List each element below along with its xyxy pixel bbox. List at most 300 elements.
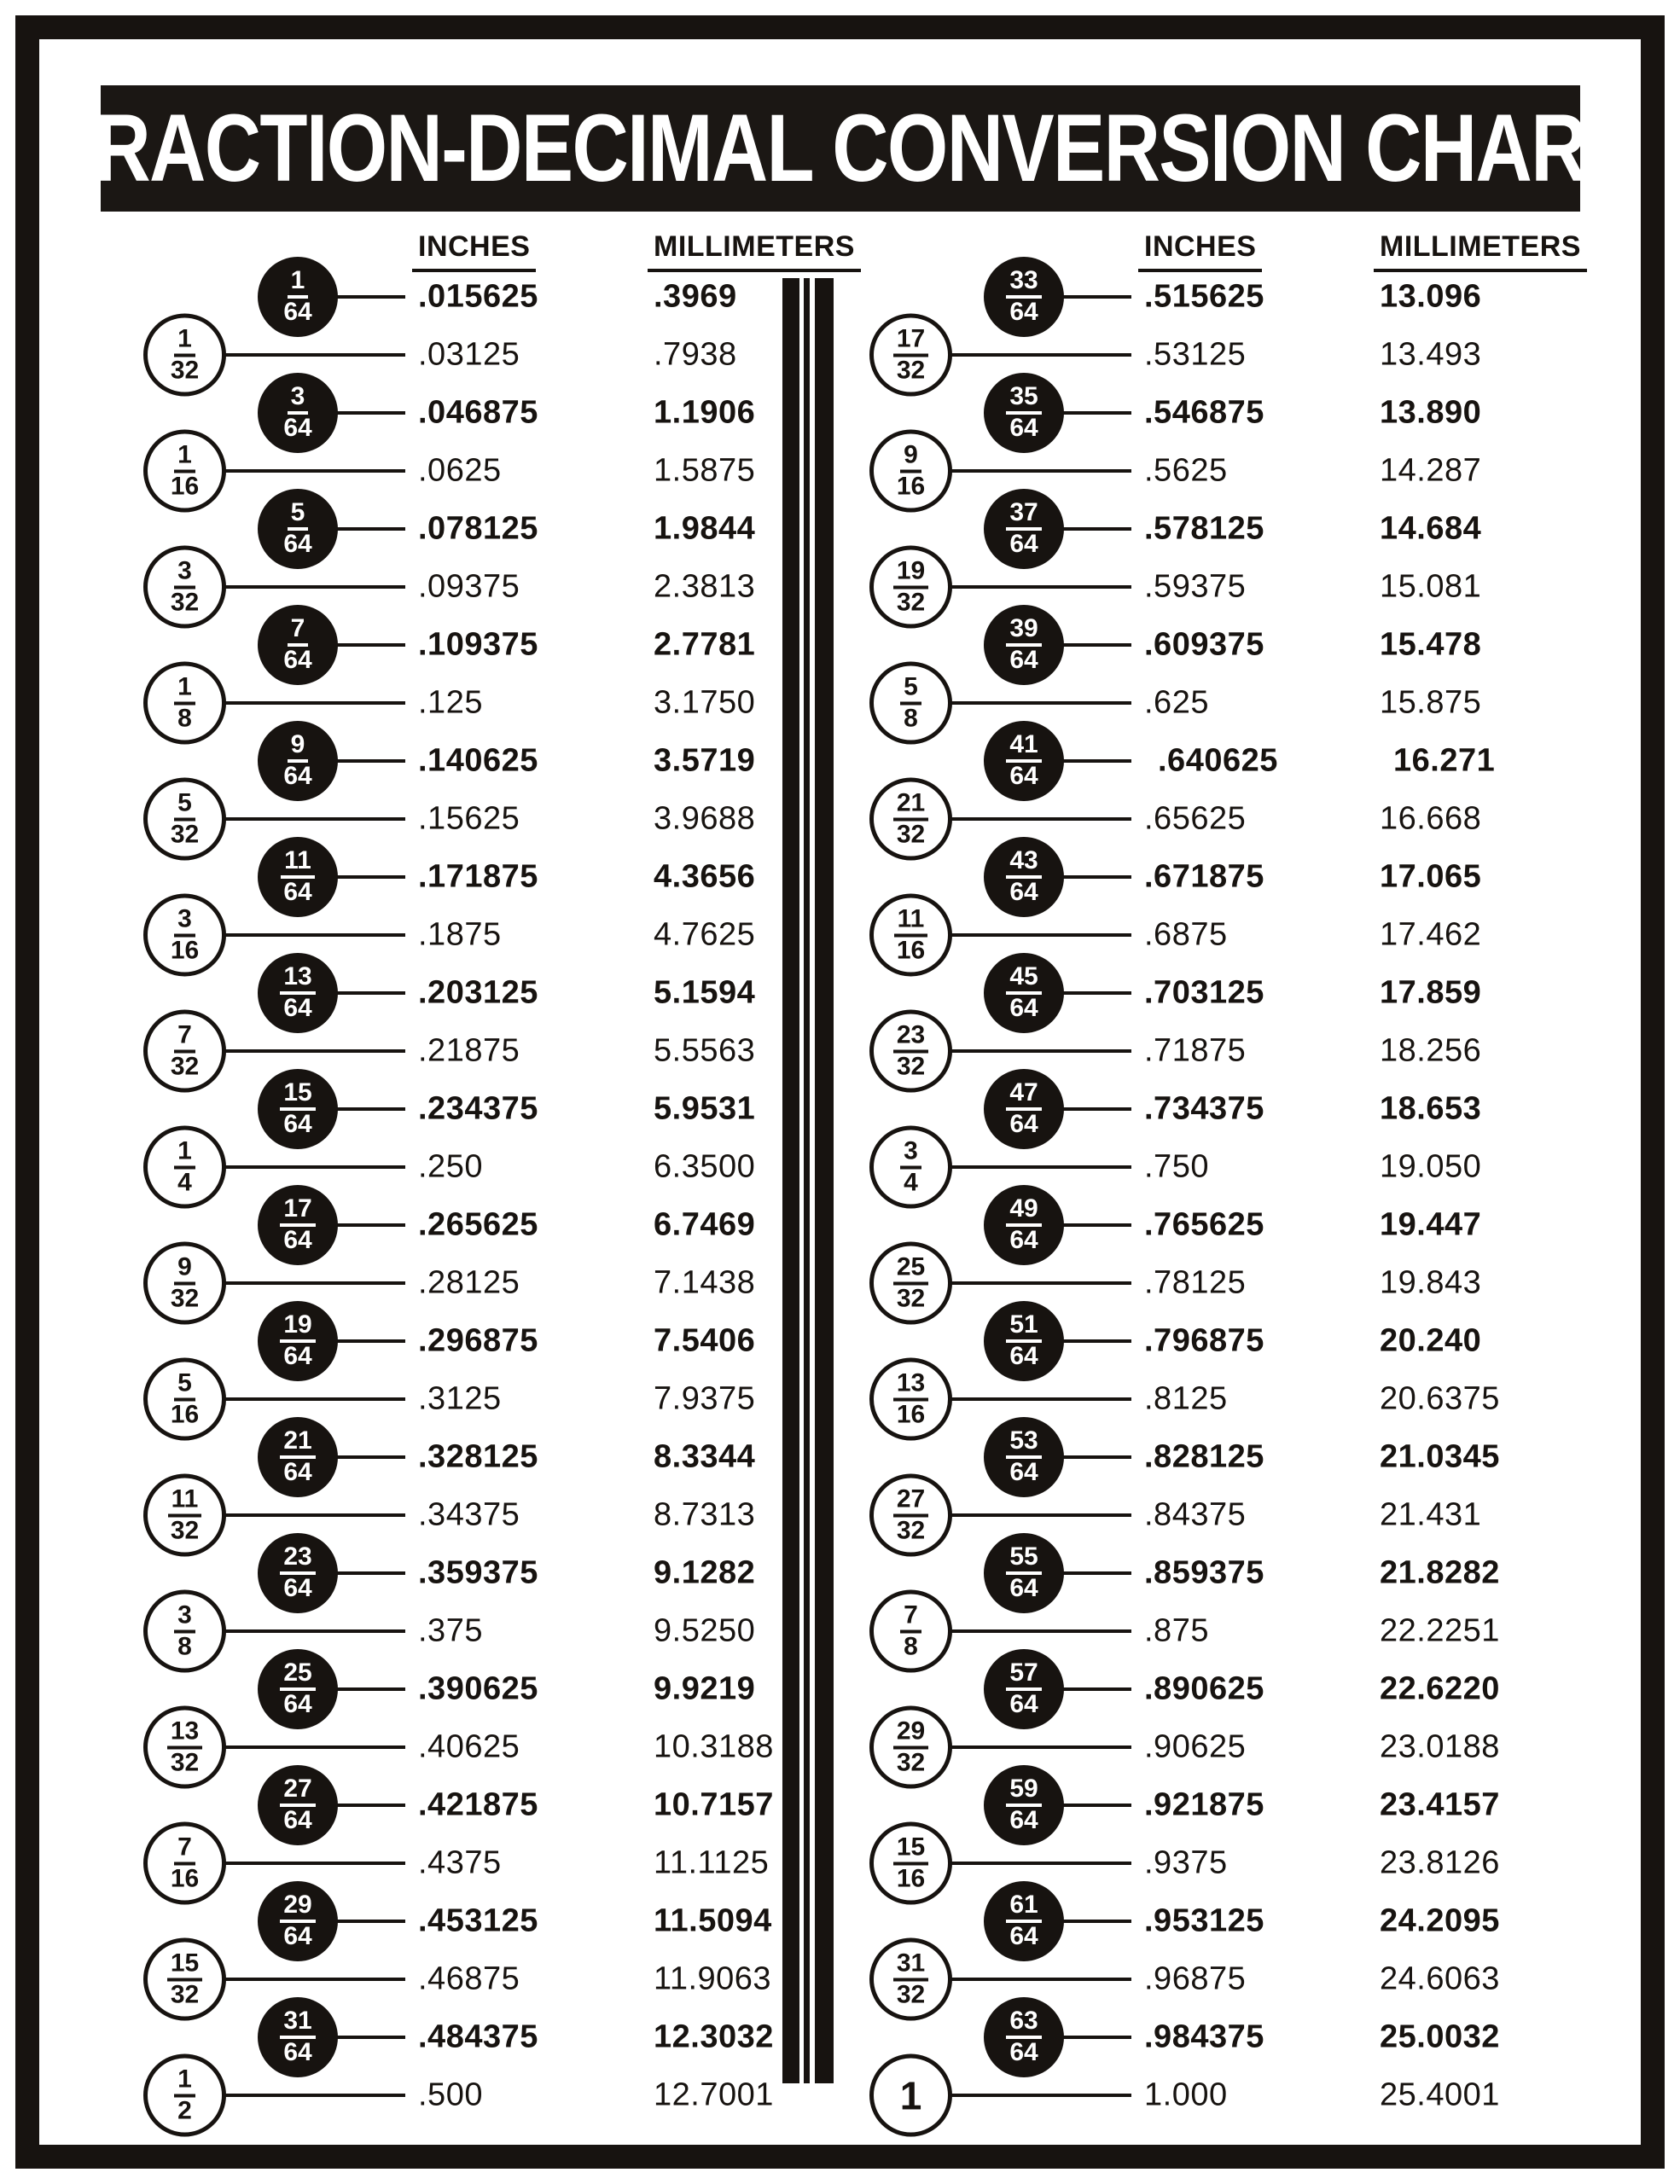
fraction-value [1006, 1892, 1041, 1949]
fraction-badge [984, 1997, 1064, 2077]
fraction-numerator: 7 [174, 1022, 195, 1053]
fraction-numerator: 13 [167, 1718, 202, 1749]
fraction-denominator: 32 [170, 820, 200, 848]
mm-value: 24.2095 [1380, 1902, 1500, 1939]
mm-value: 1.1906 [654, 394, 756, 431]
conversion-row [726, 1660, 1631, 1718]
inches-value: .5625 [1144, 452, 1228, 489]
fraction-denominator: 64 [1009, 1806, 1038, 1834]
mm-value: 6.3500 [654, 1148, 756, 1185]
fraction-denominator: 64 [283, 1226, 312, 1254]
fraction-badge [143, 894, 226, 977]
fraction-value [1006, 1312, 1041, 1369]
fraction-numerator: 17 [280, 1196, 315, 1227]
fraction-value [167, 1950, 202, 2007]
inches-value: .703125 [1144, 974, 1264, 1011]
inches-value: .296875 [418, 1322, 538, 1359]
mm-value: 20.240 [1380, 1322, 1482, 1359]
mm-value: 14.287 [1380, 452, 1482, 489]
header-inches: INCHES [412, 230, 536, 272]
fraction-denominator: 64 [1009, 878, 1038, 906]
fraction-badge [143, 1938, 226, 2021]
mm-value: 22.2251 [1380, 1612, 1500, 1649]
whole-number-value: 1 [899, 2073, 922, 2117]
fraction-badge [258, 1301, 338, 1381]
fraction-badge [258, 837, 338, 917]
mm-value: 7.9375 [654, 1380, 756, 1417]
fraction-denominator: 32 [896, 1980, 926, 2008]
fraction-numerator: 45 [1006, 964, 1041, 995]
fraction-value [171, 790, 199, 847]
fraction-badge [869, 1938, 952, 2021]
mm-value: 15.478 [1380, 626, 1482, 663]
inches-value: .890625 [1144, 1670, 1264, 1707]
fraction-numerator: 19 [893, 558, 928, 589]
conversion-row [726, 1312, 1631, 1370]
conversion-row [726, 732, 1631, 790]
fraction-badge [984, 1185, 1064, 1265]
fraction-badge [143, 1242, 226, 1325]
inches-value: .203125 [418, 974, 538, 1011]
inches-value: .140625 [418, 742, 538, 779]
conversion-row [726, 1138, 1631, 1196]
mm-value: 21.0345 [1380, 1438, 1500, 1475]
conversion-row [726, 906, 1631, 964]
fraction-value [893, 1370, 928, 1427]
fraction-numerator: 3 [174, 906, 195, 937]
mm-value: 13.890 [1380, 394, 1482, 431]
fraction-value [893, 1022, 928, 1079]
fraction-badge [984, 1069, 1064, 1149]
fraction-badge [869, 1010, 952, 1093]
fraction-value [893, 1950, 928, 2007]
mm-value: 10.7157 [654, 1786, 774, 1823]
conversion-row [726, 1950, 1631, 2008]
fraction-badge [869, 430, 952, 513]
fraction-denominator: 64 [1009, 1342, 1038, 1370]
inches-value: .328125 [418, 1438, 538, 1475]
fraction-badge [258, 373, 338, 453]
fraction-badge [984, 1301, 1064, 1381]
header-millimeters: MILLIMETERS [648, 230, 861, 272]
conversion-row [726, 1370, 1631, 1428]
fraction-numerator: 55 [1006, 1544, 1041, 1575]
fraction-value [1006, 732, 1041, 789]
fraction-badge [143, 1010, 226, 1093]
fraction-badge [258, 257, 338, 337]
fraction-value [280, 1544, 315, 1601]
fraction-numerator: 29 [893, 1718, 928, 1749]
fraction-denominator: 64 [283, 994, 312, 1022]
mm-value: 14.684 [1380, 510, 1482, 547]
inches-value: 1.000 [1144, 2077, 1228, 2113]
inches-value: .234375 [418, 1090, 538, 1127]
fraction-denominator: 32 [896, 588, 926, 616]
fraction-denominator: 32 [170, 588, 200, 616]
conversion-row [726, 268, 1631, 326]
inches-value: .171875 [418, 858, 538, 895]
inches-value: .390625 [418, 1670, 538, 1707]
fraction-denominator: 2 [177, 2096, 192, 2124]
fraction-badge [143, 1126, 226, 1209]
fraction-numerator: 47 [1006, 1080, 1041, 1111]
fraction-numerator: 29 [280, 1892, 315, 1923]
fraction-denominator: 64 [283, 1458, 312, 1486]
mm-value: 12.7001 [654, 2077, 774, 2113]
fraction-value [280, 964, 315, 1021]
conversion-row [726, 1196, 1631, 1254]
inches-value: .78125 [1144, 1264, 1247, 1301]
fraction-value [174, 674, 195, 731]
fraction-numerator: 21 [893, 790, 928, 821]
fraction-badge [984, 257, 1064, 337]
fraction-badge [258, 1533, 338, 1613]
fraction-badge [984, 721, 1064, 801]
fraction-numerator: 3 [174, 1602, 195, 1633]
fraction-numerator: 5 [174, 1370, 195, 1401]
conversion-row [726, 442, 1631, 500]
fraction-denominator: 64 [283, 762, 312, 790]
inches-value: .71875 [1144, 1032, 1247, 1069]
fraction-value [1006, 848, 1041, 905]
conversion-row [726, 500, 1631, 558]
conversion-row [726, 1254, 1631, 1312]
conversion-row [726, 616, 1631, 674]
fraction-value [280, 1660, 315, 1717]
fraction-badge [258, 1185, 338, 1265]
fraction-denominator: 16 [170, 936, 200, 964]
fraction-numerator: 15 [280, 1080, 315, 1111]
conversion-row [726, 964, 1631, 1022]
fraction-numerator: 23 [893, 1022, 928, 1053]
mm-value: 17.462 [1380, 916, 1482, 953]
fraction-value [171, 326, 199, 383]
mm-value: 11.5094 [654, 1902, 772, 1939]
fraction-denominator: 32 [896, 1284, 926, 1312]
mm-value: 6.7469 [654, 1206, 756, 1243]
mm-value: 4.3656 [654, 858, 756, 895]
fraction-numerator: 39 [1006, 616, 1041, 647]
mm-value: 9.1282 [654, 1554, 756, 1591]
header-millimeters: MILLIMETERS [1374, 230, 1587, 272]
fraction-denominator: 32 [896, 1516, 926, 1544]
fraction-denominator: 64 [283, 878, 312, 906]
fraction-numerator: 13 [280, 964, 315, 995]
mm-value: .7938 [654, 336, 737, 373]
fraction-value [171, 1022, 199, 1079]
inches-value: .015625 [418, 278, 538, 315]
fraction-badge [869, 1706, 952, 1789]
fraction-value [283, 732, 311, 789]
inches-value: .750 [1144, 1148, 1209, 1185]
fraction-denominator: 64 [283, 1342, 312, 1370]
mm-value: 4.7625 [654, 916, 756, 953]
fraction-denominator: 64 [283, 1690, 312, 1718]
fraction-badge [869, 2054, 952, 2137]
fraction-badge [984, 1533, 1064, 1613]
inches-value: .265625 [418, 1206, 538, 1243]
fraction-badge [869, 1242, 952, 1325]
inches-value: .21875 [418, 1032, 520, 1069]
fraction-denominator: 16 [170, 472, 200, 500]
mm-value: 5.5563 [654, 1032, 756, 1069]
conversion-row [726, 326, 1631, 384]
fraction-value [893, 1834, 928, 1891]
fraction-value [174, 2066, 195, 2123]
fraction-numerator: 5 [174, 790, 195, 821]
fraction-value [171, 1254, 199, 1311]
fraction-value [893, 326, 928, 383]
mm-value: 3.1750 [654, 684, 756, 721]
inches-value: .46875 [418, 1960, 520, 1997]
fraction-value [168, 1486, 202, 1543]
fraction-badge [984, 373, 1064, 453]
inches-value: .96875 [1144, 1960, 1247, 1997]
fraction-numerator: 57 [1006, 1660, 1041, 1691]
fraction-denominator: 32 [170, 1052, 200, 1080]
fraction-denominator: 32 [170, 1980, 200, 2008]
fraction-denominator: 64 [283, 1574, 312, 1602]
fraction-denominator: 32 [170, 1516, 200, 1544]
fraction-value [280, 2008, 315, 2065]
fraction-denominator: 64 [1009, 646, 1038, 674]
inches-value: .359375 [418, 1554, 538, 1591]
mm-value: 8.3344 [654, 1438, 756, 1475]
inches-value: .34375 [418, 1496, 520, 1533]
fraction-denominator: 8 [177, 704, 192, 732]
fraction-denominator: 16 [170, 1400, 200, 1428]
mm-value: 17.859 [1380, 974, 1482, 1011]
mm-value: 15.875 [1380, 684, 1482, 721]
fraction-numerator: 7 [174, 1834, 195, 1865]
fraction-denominator: 32 [170, 356, 200, 384]
fraction-badge [258, 489, 338, 569]
conversion-row [726, 1022, 1631, 1080]
fraction-value [174, 1602, 195, 1659]
inches-value: .828125 [1144, 1438, 1264, 1475]
fraction-badge [869, 1590, 952, 1673]
mm-value: 18.653 [1380, 1090, 1482, 1127]
fraction-numerator: 11 [281, 848, 315, 879]
conversion-row [726, 384, 1631, 442]
fraction-badge [869, 314, 952, 397]
conversion-row [726, 1602, 1631, 1660]
conversion-row [726, 558, 1631, 616]
fraction-badge [869, 1358, 952, 1441]
conversion-row [726, 1544, 1631, 1602]
fraction-value [280, 1312, 315, 1369]
inches-value: .625 [1144, 684, 1209, 721]
fraction-denominator: 16 [896, 936, 926, 964]
conversion-row [726, 2066, 1631, 2124]
fraction-value [171, 1370, 199, 1427]
inches-value: .90625 [1144, 1728, 1247, 1765]
mm-value: 9.9219 [654, 1670, 756, 1707]
fraction-denominator: 8 [177, 1632, 192, 1660]
fraction-denominator: 16 [896, 1400, 926, 1428]
fraction-badge [984, 953, 1064, 1033]
fraction-value [893, 1486, 928, 1543]
fraction-denominator: 64 [1009, 1226, 1038, 1254]
fraction-badge [984, 605, 1064, 685]
inches-value: .859375 [1144, 1554, 1264, 1591]
fraction-numerator: 63 [1006, 2008, 1041, 2039]
fraction-badge [258, 953, 338, 1033]
fraction-value [283, 268, 311, 325]
inches-value: .6875 [1144, 916, 1228, 953]
fraction-badge [869, 546, 952, 629]
fraction-numerator: 49 [1006, 1196, 1041, 1227]
mm-value: 21.431 [1380, 1496, 1482, 1533]
fraction-badge [258, 1417, 338, 1497]
fraction-badge [143, 662, 226, 745]
fraction-denominator: 64 [283, 646, 312, 674]
conversion-row [726, 2008, 1631, 2066]
inches-value: .078125 [418, 510, 538, 547]
inches-value: .0625 [418, 452, 502, 489]
inches-value: .765625 [1144, 1206, 1264, 1243]
inches-value: .609375 [1144, 626, 1264, 663]
header-inches: INCHES [1138, 230, 1262, 272]
fraction-denominator: 32 [896, 1052, 926, 1080]
inches-value: .250 [418, 1148, 483, 1185]
fraction-value [283, 500, 311, 557]
fraction-numerator: 43 [1006, 848, 1041, 879]
fraction-denominator: 64 [1009, 2038, 1038, 2066]
conversion-row [726, 1080, 1631, 1138]
fraction-value [283, 384, 311, 441]
fraction-badge [869, 662, 952, 745]
mm-value: 1.9844 [654, 510, 756, 547]
fraction-value [1006, 500, 1041, 557]
conversion-row [726, 848, 1631, 906]
fraction-value [1006, 964, 1041, 1021]
mm-value: 19.447 [1380, 1206, 1482, 1243]
conversion-row [726, 790, 1631, 848]
inches-value: .09375 [418, 568, 520, 605]
mm-value: 25.4001 [1380, 2077, 1500, 2113]
fraction-badge [258, 1649, 338, 1729]
fraction-value [171, 558, 199, 615]
inches-value: .84375 [1144, 1496, 1247, 1533]
fraction-numerator: 9 [900, 442, 921, 473]
mm-value: 10.3188 [654, 1728, 774, 1765]
mm-value: 11.9063 [654, 1960, 772, 1997]
fraction-badge [258, 605, 338, 685]
inches-value: .28125 [418, 1264, 520, 1301]
inches-value: .125 [418, 684, 483, 721]
inches-value: .640625 [1158, 742, 1278, 779]
fraction-numerator: 61 [1006, 1892, 1041, 1923]
column-right-headers [726, 230, 1631, 273]
fraction-denominator: 8 [904, 704, 918, 732]
fraction-badge [143, 1706, 226, 1789]
inches-value: .53125 [1144, 336, 1247, 373]
fraction-denominator: 64 [1009, 414, 1038, 442]
inches-value: .59375 [1144, 568, 1247, 605]
fraction-badge [143, 1474, 226, 1557]
fraction-numerator: 15 [167, 1950, 202, 1981]
fraction-badge [869, 778, 952, 861]
inches-value: .500 [418, 2077, 483, 2113]
fraction-badge [984, 489, 1064, 569]
fraction-value [171, 442, 199, 499]
fraction-numerator: 27 [280, 1776, 315, 1807]
fraction-numerator: 5 [900, 674, 921, 705]
inches-value: .515625 [1144, 278, 1264, 315]
fraction-badge [143, 546, 226, 629]
fraction-value [893, 558, 928, 615]
fraction-value [1006, 616, 1041, 673]
fraction-denominator: 64 [1009, 1922, 1038, 1950]
inches-value: .4375 [418, 1844, 502, 1881]
column-right [726, 229, 1631, 2148]
fraction-numerator: 21 [280, 1428, 315, 1459]
fraction-value [893, 1254, 928, 1311]
fraction-numerator: 37 [1006, 500, 1041, 531]
fraction-numerator: 1 [174, 1138, 195, 1169]
inches-value: .453125 [418, 1902, 538, 1939]
fraction-denominator: 64 [283, 2038, 312, 2066]
fraction-denominator: 64 [1009, 298, 1038, 326]
mm-value: 16.668 [1380, 800, 1482, 837]
fraction-numerator: 27 [893, 1486, 928, 1517]
mm-value: 7.1438 [654, 1264, 756, 1301]
inches-value: .484375 [418, 2018, 538, 2055]
inches-value: .9375 [1144, 1844, 1228, 1881]
mm-value: 23.8126 [1380, 1844, 1500, 1881]
fraction-numerator: 1 [174, 442, 195, 473]
fraction-denominator: 64 [1009, 530, 1038, 558]
fraction-numerator: 9 [174, 1254, 195, 1285]
fraction-numerator: 7 [288, 616, 309, 647]
conversion-row [726, 674, 1631, 732]
fraction-badge [984, 837, 1064, 917]
fraction-badge [869, 1822, 952, 1905]
mm-value: 9.5250 [654, 1612, 756, 1649]
mm-value: 19.843 [1380, 1264, 1482, 1301]
fraction-numerator: 23 [280, 1544, 315, 1575]
fraction-denominator: 32 [170, 1284, 200, 1312]
conversion-row [726, 1834, 1631, 1892]
inches-value: .921875 [1144, 1786, 1264, 1823]
mm-value: 18.256 [1380, 1032, 1482, 1069]
fraction-denominator: 64 [1009, 762, 1038, 790]
fraction-badge [143, 430, 226, 513]
mm-value: 17.065 [1380, 858, 1482, 895]
fraction-badge [869, 1474, 952, 1557]
mm-value: 2.7781 [654, 626, 756, 663]
inches-value: .40625 [418, 1728, 520, 1765]
inches-value: .1875 [418, 916, 502, 953]
fraction-numerator: 41 [1006, 732, 1041, 763]
fraction-denominator: 4 [904, 1168, 918, 1196]
fraction-denominator: 64 [283, 1110, 312, 1138]
fraction-value [894, 906, 928, 963]
fraction-value [900, 1138, 921, 1195]
inches-value: .15625 [418, 800, 520, 837]
inches-value: .421875 [418, 1786, 538, 1823]
inches-value: .671875 [1144, 858, 1264, 895]
inches-value: .953125 [1144, 1902, 1264, 1939]
fraction-badge [258, 1069, 338, 1149]
fraction-value [1006, 1196, 1041, 1253]
inches-value: .3125 [418, 1380, 502, 1417]
conversion-row [726, 1892, 1631, 1950]
fraction-value [167, 1718, 202, 1775]
mm-value: 16.271 [1393, 742, 1496, 779]
fraction-value [1006, 1544, 1041, 1601]
